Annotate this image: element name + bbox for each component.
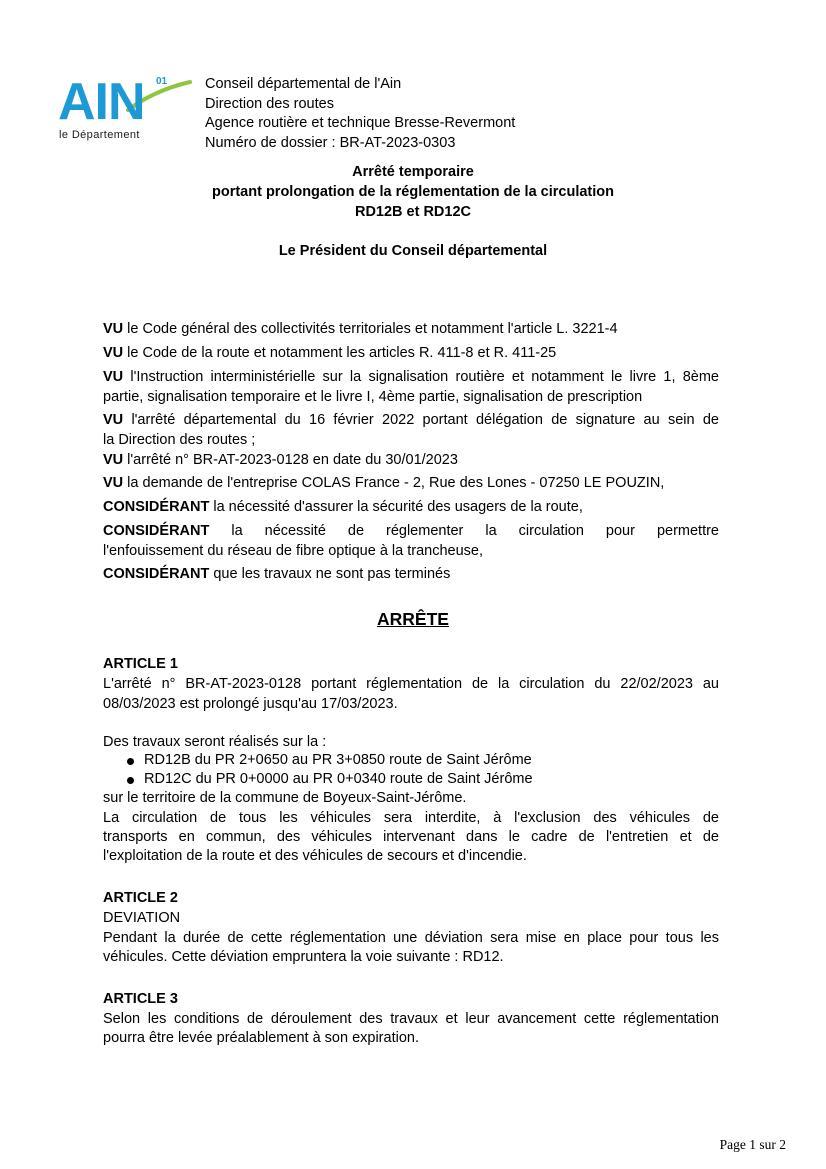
department-logo (58, 73, 192, 144)
article-3-title: ARTICLE 3 (103, 991, 178, 1007)
vu-line: VU le Code de la route et notamment les articles R. 411-8 et R. 411-25 (103, 345, 557, 361)
article-1-title: ARTICLE 1 (103, 656, 178, 672)
considerant-line: CONSIDÉRANT la nécessité de réglementer la circulation pour permettre (103, 523, 719, 539)
considerant-line-cont: l'enfouissement du réseau de fibre optique à la trancheuse, (103, 543, 484, 559)
article-1-text: 08/03/2023 est prolongé jusqu'au 17/03/2023. (103, 696, 398, 712)
article-1-text: L'arrêté n° BR-AT-2023-0128 portant réglementation de la circulation du 22/02/2023 au (103, 676, 719, 692)
article-1-text: Des travaux seront réalisés sur la : (103, 734, 327, 750)
article-2-text: Pendant la durée de cette réglementation une déviation sera mise en place pour tous les (103, 930, 719, 946)
logo-brand: AIN (58, 73, 145, 131)
article-1-text: La circulation de tous les véhicules sera interdite, à l'exclusion des véhicules de (103, 810, 719, 826)
article-2-subtitle: DEVIATION (103, 910, 181, 926)
header-file-number: Numéro de dossier : BR-AT-2023-0303 (205, 134, 456, 151)
list-item: RD12B du PR 2+0650 au PR 3+0850 route de Saint Jérôme (144, 752, 532, 768)
vu-line: VU l'arrêté n° BR-AT-2023-0128 en date du 30/01/2023 (103, 452, 458, 468)
header-agency: Agence routière et technique Bresse-Revermont (205, 115, 516, 131)
header-direction: Direction des routes (205, 95, 334, 112)
header-council: Conseil départemental de l'Ain (205, 76, 402, 92)
considerant-line: CONSIDÉRANT la nécessité d'assurer la sécurité des usagers de la route, (103, 499, 583, 515)
article-2-text: véhicules. Cette déviation empruntera la voie suivante : RD12. (103, 949, 504, 965)
list-item: RD12C du PR 0+0000 au PR 0+0340 route de Saint Jérôme (144, 771, 533, 787)
logo-subtitle: le Département (59, 129, 140, 141)
vu-line: VU le Code général des collectivités territoriales et notamment l'article L. 3221-4 (103, 321, 618, 337)
vu-line: VU l'Instruction interministérielle sur la signalisation routière et notamment le livre 1, 8ème (103, 369, 719, 385)
doc-subtitle: portant prolongation de la réglementation de la circulation (211, 184, 614, 200)
considerant-line: CONSIDÉRANT que les travaux ne sont pas terminés (103, 566, 451, 582)
vu-line: VU la demande de l'entreprise COLAS France - 2, Rue des Lones - 07250 LE POUZIN, (103, 475, 665, 491)
article-1-text: transports en commun, des véhicules intervenant dans le cadre de l'entretien et de (103, 829, 719, 845)
bullet-icon (127, 777, 134, 784)
article-2-title: ARTICLE 2 (103, 890, 178, 906)
article-1-text: sur le territoire de la commune de Boyeux-Saint-Jérôme. (103, 790, 467, 806)
article-1-text: l'exploitation de la route et des véhicules de secours et d'incendie. (103, 848, 527, 864)
article-3-text: pourra être levée préalablement à son expiration. (103, 1030, 419, 1046)
doc-title: Arrêté temporaire (352, 164, 474, 180)
vu-line-cont: la Direction des routes ; (103, 432, 256, 448)
arrete-heading: ARRÊTE (377, 609, 449, 629)
page-number: Page 1 sur 2 (719, 1137, 786, 1152)
article-3-text: Selon les conditions de déroulement des travaux et leur avancement cette réglementation (103, 1011, 719, 1027)
president-heading: Le Président du Conseil départemental (278, 243, 548, 259)
vu-line: VU l'arrêté départemental du 16 février 2022 portant délégation de signature au sein de (103, 412, 719, 428)
bullet-icon (127, 758, 134, 765)
doc-roads: RD12B et RD12C (354, 204, 472, 220)
header-block (205, 75, 515, 153)
vu-line-cont: partie, signalisation temporaire et le livre I, 4ème partie, signalisation de prescription (103, 389, 643, 405)
logo-number: 01 (156, 76, 168, 87)
